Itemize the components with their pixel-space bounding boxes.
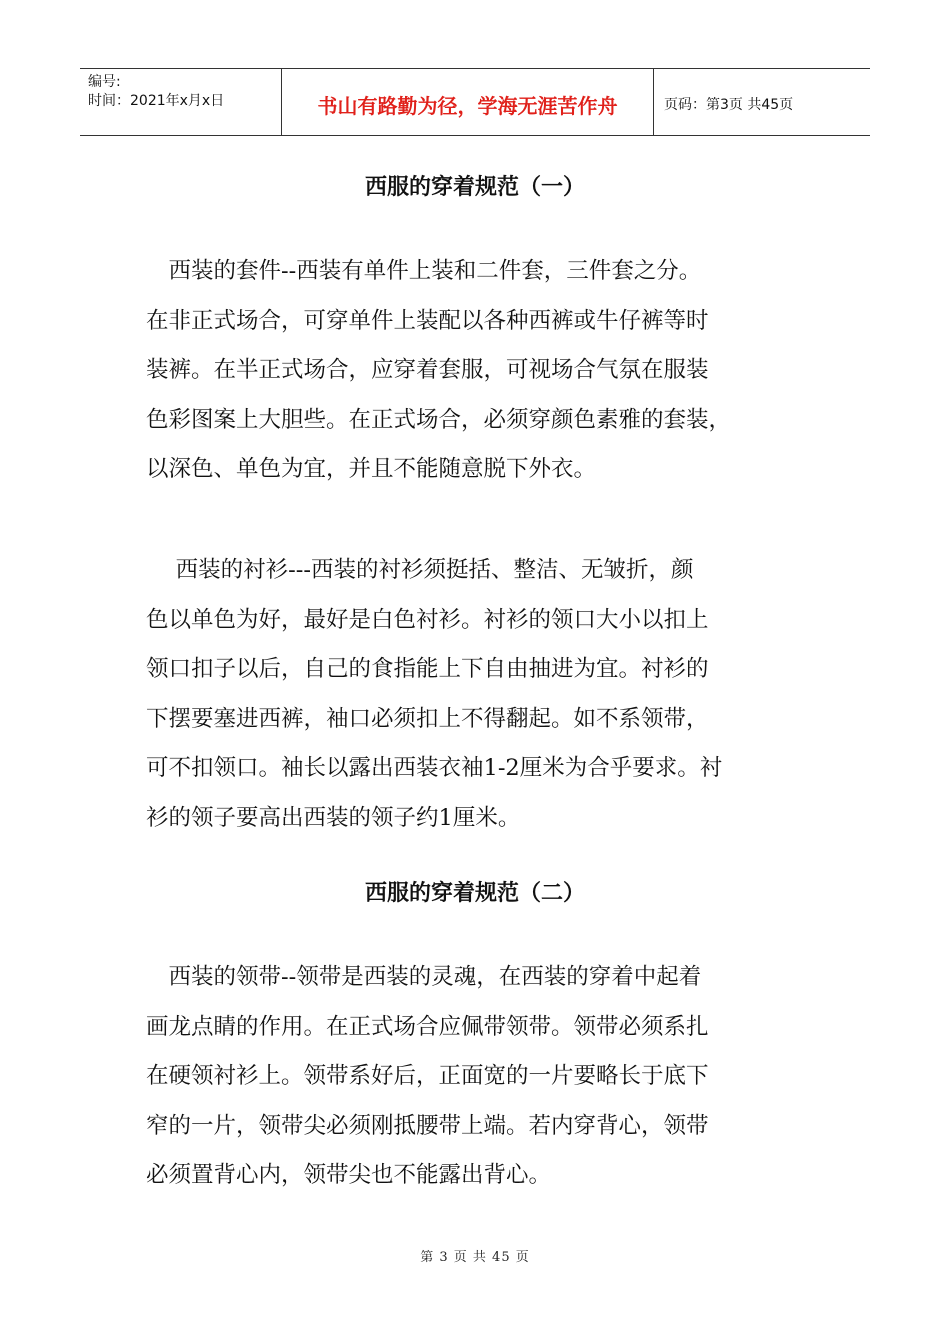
paragraph-line: 画龙点睛的作用。在正式场合应佩带领带。领带必须系扎	[146, 1013, 709, 1040]
header-meta	[80, 69, 282, 135]
paragraph-line: 在非正式场合，可穿单件上装配以各种西裤或牛仔裤等时	[146, 307, 709, 334]
paragraph-line: 以深色、单色为宜，并且不能随意脱下外衣。	[146, 456, 597, 482]
number-label: 编号:	[88, 74, 121, 90]
header-page-info: 页码：第3页 共45页	[664, 97, 794, 113]
section-title-2: 西服的穿着规范（二）	[364, 881, 585, 906]
time-label: 时间：2021年x月x日	[88, 93, 225, 109]
paragraph-line: 领口扣子以后，自己的食指能上下自由抽进为宜。衬衫的	[146, 656, 709, 682]
paragraph-line: 在硬领衬衫上。领带系好后，正面宽的一片要略长于底下	[146, 1063, 709, 1089]
paragraph-suit-set	[146, 247, 811, 495]
paragraph-shirt	[146, 546, 811, 843]
paragraph-line: 衫的领子要高出西装的领子约1厘米。	[146, 804, 521, 831]
header-motto: 书山有路勤为径，学海无涯苦作舟	[282, 69, 654, 135]
paragraph-line: 色彩图案上大胆些。在正式场合，必须穿颜色素雅的套装，	[146, 406, 732, 433]
paragraph-line: 西装的套件--西装有单件上装和二件套，三件套之分。	[146, 258, 702, 284]
paragraph-line: 西装的领带--领带是西装的灵魂，在西装的穿着中起着	[146, 964, 702, 990]
paragraph-line: 装裤。在半正式场合，应穿着套服，可视场合气氛在服装	[146, 357, 709, 383]
paragraph-line: 色以单色为好，最好是白色衬衫。衬衫的领口大小以扣上	[146, 606, 709, 633]
paragraph-line: 可不扣领口。袖长以露出西装衣袖1-2厘米为合乎要求。衬	[146, 755, 723, 781]
paragraph-tie	[146, 953, 811, 1201]
paragraph-line: 窄的一片，领带尖必须刚抵腰带上端。若内穿背心，领带	[146, 1112, 709, 1139]
page-footer: 第 3 页 共 45 页	[420, 1250, 530, 1265]
paragraph-line: 西装的衬衫---西装的衬衫须挺括、整洁、无皱折，颜	[146, 557, 694, 583]
paragraph-line: 必须置背心内，领带尖也不能露出背心。	[146, 1162, 552, 1188]
section-title-1: 西服的穿着规范（一）	[364, 175, 585, 200]
document-header	[80, 68, 870, 136]
paragraph-line: 下摆要塞进西裤，袖口必须扣上不得翻起。如不系领带，	[146, 705, 709, 732]
